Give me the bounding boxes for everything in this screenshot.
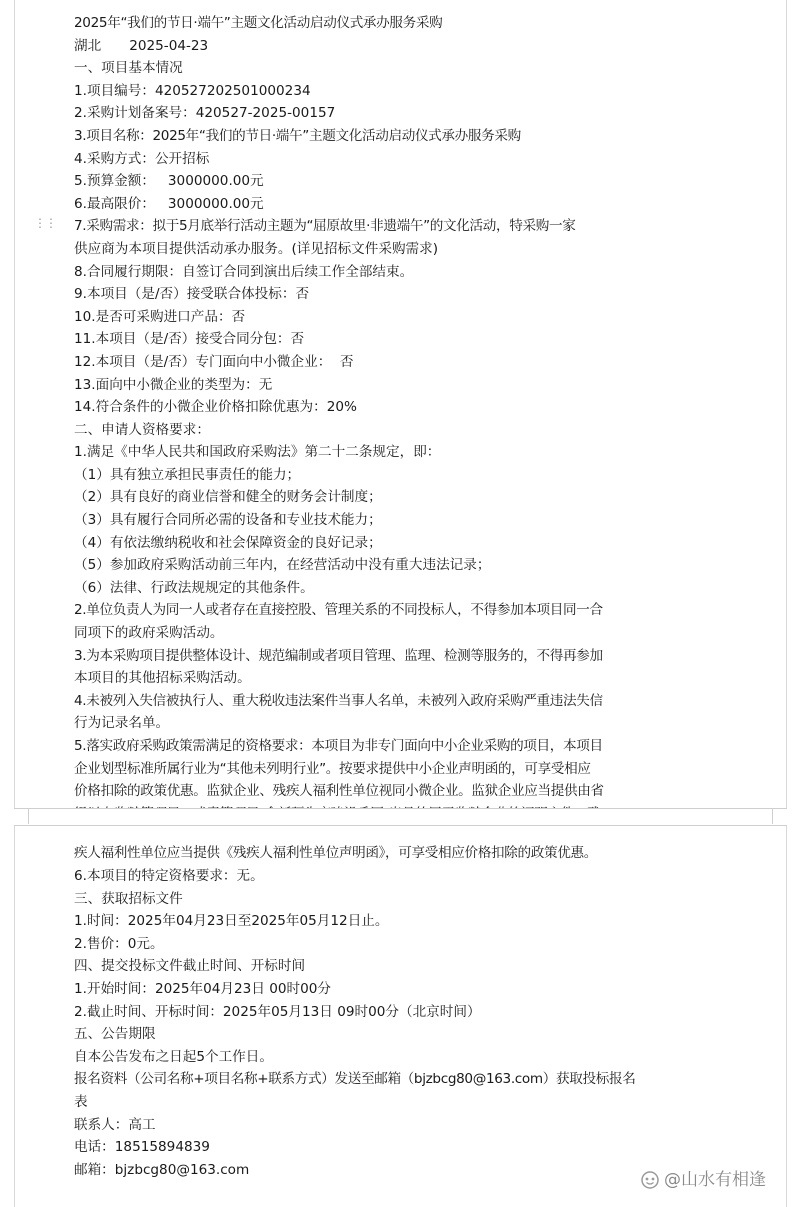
qualification-item: （1）具有独立承担民事责任的能力；	[74, 466, 301, 483]
basic-item: 供应商为本项目提供活动承办服务。(详见招标文件采购需求)	[74, 240, 439, 257]
qualification-item: 行为记录名单。	[74, 715, 170, 732]
basic-item: 4.采购方式：公开招标	[74, 150, 210, 167]
watermark-logo-icon	[640, 1170, 660, 1190]
qualification-item: 本项目的其他招标采购活动。	[74, 670, 251, 687]
page-right-border	[786, 0, 787, 1207]
section-heading-qualification: 二、申请人资格要求：	[74, 421, 210, 438]
qualification-item: （2）具有良好的商业信誉和健全的财务会计制度；	[74, 489, 382, 506]
page-break-divider	[14, 808, 787, 826]
basic-item: 8.合同履行期限：自签订合同到演出后续工作全部结束。	[74, 263, 414, 280]
obtain-item: 1.时间：2025年04月23日至2025年05月12日止。	[74, 913, 389, 930]
qualification-item: 企业划型标准所属行业为“其他未列明行业”。按要求提供中小企业声明函的，可享受相应	[74, 760, 591, 777]
qualification-item: 4.未被列入失信被执行人、重大税收违法案件当事人名单，未被列入政府采购严重违法失信	[74, 692, 603, 709]
section-heading-basic: 一、项目基本情况	[74, 60, 183, 77]
page-break-spacer	[74, 825, 674, 842]
qualification-item: 同项下的政府采购活动。	[74, 625, 224, 642]
basic-item: 9.本项目（是/否）接受联合体投标：否	[74, 286, 310, 303]
contact-person: 联系人：高工	[74, 1116, 156, 1133]
qualification-item: 5.落实政府采购政策需满足的资格要求：本项目为非专门面向中小企业采购的项目，本项目	[74, 738, 603, 754]
contact-email: 邮箱：bjzbcg80@163.com	[74, 1161, 250, 1178]
contact-phone: 电话：18515894839	[74, 1139, 210, 1156]
region-date-line	[74, 35, 674, 58]
qualification-item: 1.满足《中华人民共和国政府采购法》第二十二条规定，即：	[74, 444, 441, 461]
watermark	[640, 1166, 790, 1194]
publish-date: 2025-04-23	[129, 37, 209, 54]
watermark-text: @山水有相逢	[664, 1170, 766, 1190]
qualification-item: 3.为本采购项目提供整体设计、规范编制或者项目管理、监理、检测等服务的，不得再参加	[74, 647, 603, 664]
qualification-item: （4）有依法缴纳税收和社会保障资金的良好记录；	[74, 534, 382, 551]
basic-item: 7.采购需求：拟于5月底举行活动主题为“屈原故里·非遗端午”的文化活动，特采购一家	[74, 218, 576, 235]
basic-item: 14.符合条件的小微企业价格扣除优惠为：20%	[74, 399, 357, 416]
qualification-item: 疾人福利性单位应当提供《残疾人福利性单位声明函》，可享受相应价格扣除的政策优惠。	[74, 845, 597, 862]
basic-item: 1.项目编号：420527202501000234	[74, 82, 311, 99]
obtain-item: 2.售价：0元。	[74, 935, 164, 952]
period-item: 自本公告发布之日起5个工作日。	[74, 1048, 273, 1065]
basic-item: 2.采购计划备案号：420527-2025-00157	[74, 105, 336, 122]
qualification-item: 6.本项目的特定资格要求：无。	[74, 867, 264, 884]
deadline-item: 2.截止时间、开标时间：2025年05月13日 09时00分（北京时间）	[74, 1003, 481, 1020]
drag-handle-icon[interactable]: ⋮⋮	[34, 216, 56, 230]
document-body	[74, 12, 674, 1181]
qualification-item: 2.单位负责人为同一人或者存在直接控股、管理关系的不同投标人，不得参加本项目同一合	[74, 602, 603, 619]
basic-item: 5.预算金额： 3000000.00元	[74, 173, 264, 190]
document-title: 2025年“我们的节日·端午”主题文化活动启动仪式承办服务采购	[74, 15, 443, 31]
period-item: 表	[74, 1093, 88, 1110]
deadline-item: 1.开始时间：2025年04月23日 00时00分	[74, 980, 332, 997]
page-left-border	[14, 0, 15, 1207]
period-item: 报名资料（公司名称+项目名称+联系方式）发送至邮箱（bjzbcg80@163.com）获取投标报名	[74, 1071, 636, 1088]
qualification-item: 价格扣除的政策优惠。监狱企业、残疾人福利性单位视同小微企业。监狱企业应当提供由省	[74, 783, 604, 800]
qualification-item: （3）具有履行合同所必需的设备和专业技术能力；	[74, 512, 382, 529]
section-heading-deadline: 四、提交投标文件截止时间、开标时间	[74, 958, 306, 975]
qualification-item: （5）参加政府采购活动前三年内，在经营活动中没有重大违法记录；	[74, 557, 491, 574]
region: 湖北	[74, 37, 102, 54]
basic-item: 11.本项目（是/否）接受合同分包：否	[74, 331, 305, 348]
basic-item: 3.项目名称：2025年“我们的节日·端午”主题文化活动启动仪式承办服务采购	[74, 127, 521, 144]
basic-item: 13.面向中小微企业的类型为：无	[74, 376, 273, 393]
qualification-item: （6）法律、行政法规规定的其他条件。	[74, 579, 314, 596]
basic-item: 10.是否可采购进口产品：否	[74, 308, 246, 325]
basic-item: 12.本项目（是/否）专门面向中小微企业： 否	[74, 353, 354, 370]
section-heading-period: 五、公告期限	[74, 1026, 156, 1043]
section-heading-obtain: 三、获取招标文件	[74, 890, 183, 907]
basic-item: 6.最高限价： 3000000.00元	[74, 195, 264, 212]
